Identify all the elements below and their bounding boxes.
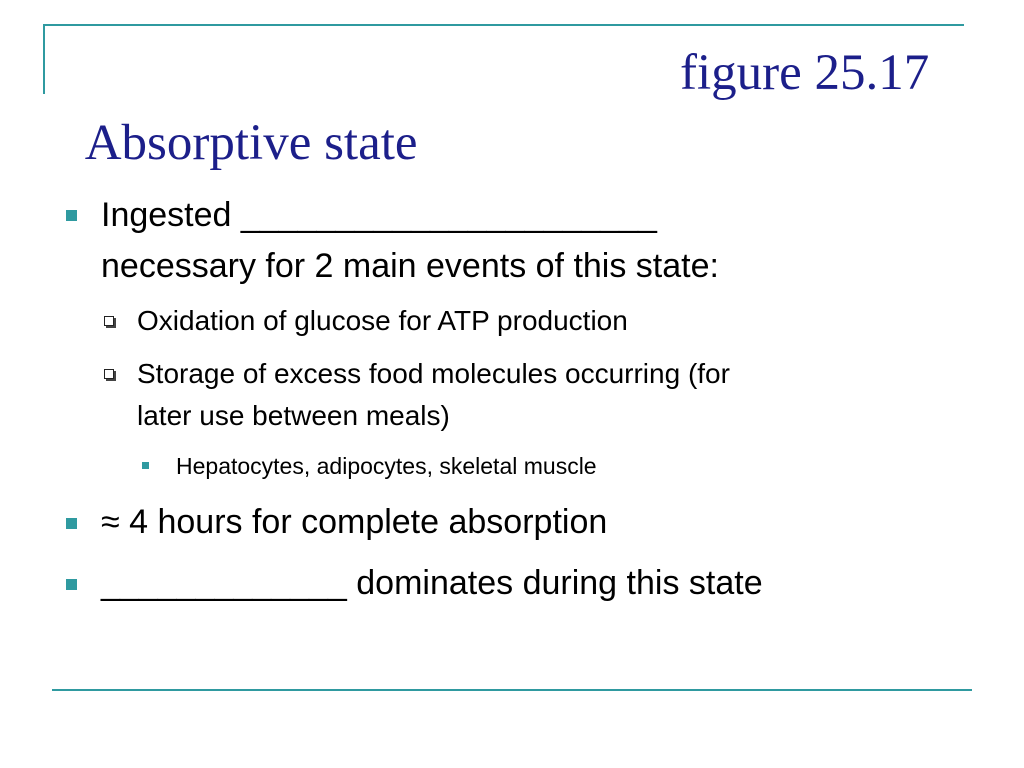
footer-rule: [52, 689, 972, 691]
bullet-1-line-2: necessary for 2 main events of this state:: [101, 247, 719, 285]
bullet-1-sub-2-line-2: later use between meals): [137, 400, 450, 431]
bullet-square-icon: [66, 579, 77, 590]
bullet-1-line-1: Ingested ______________________: [101, 196, 657, 234]
bullet-square-icon: [66, 210, 77, 221]
bullet-1-sub-2-line-1: Storage of excess food molecules occurring (for: [137, 358, 730, 389]
hollow-square-bullet-icon: [104, 316, 114, 326]
small-square-bullet-icon: [142, 462, 149, 469]
bullet-square-icon: [66, 518, 77, 529]
bullet-1-sub-1-line-1: Oxidation of glucose for ATP production: [137, 305, 628, 336]
bullet-2-line-1: ≈ 4 hours for complete absorption: [101, 503, 608, 541]
hollow-square-bullet-icon: [104, 369, 114, 379]
title-main: Absorptive state: [84, 115, 418, 171]
title-figure-reference: figure 25.17: [680, 45, 930, 101]
bullet-1-sub-2-sub-1-line-1: Hepatocytes, adipocytes, skeletal muscle: [176, 453, 597, 479]
bullet-3-line-1: _____________ dominates during this state: [101, 564, 763, 602]
